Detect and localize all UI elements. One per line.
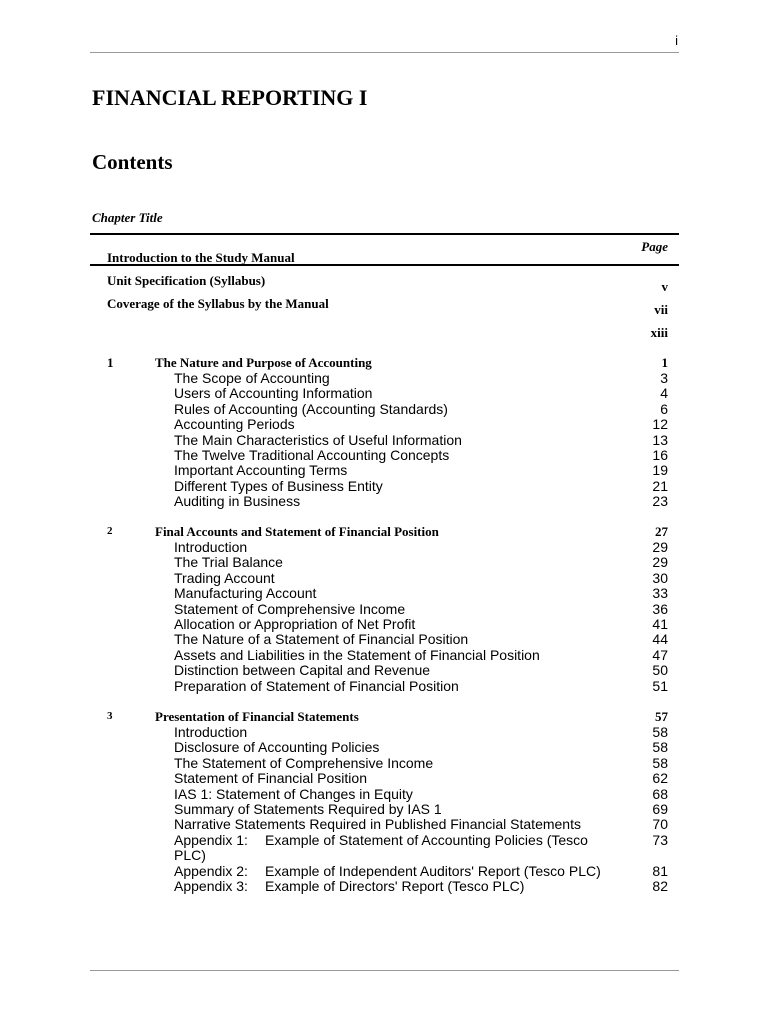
section-row [0, 771, 768, 786]
appendix-label: Appendix 1: [174, 831, 248, 848]
section-row [0, 617, 768, 632]
section-title: Summary of Statements Required by IAS 1 [174, 801, 442, 817]
section-title: Users of Accounting Information [174, 385, 373, 402]
chapter-title: Presentation of Financial Statements [155, 709, 359, 724]
section-title: Rules of Accounting (Accounting Standards) [174, 400, 448, 417]
section-page: 16 [652, 447, 668, 463]
appendix-page: 81 [652, 862, 668, 879]
section-row [0, 402, 768, 417]
section-row [0, 479, 768, 494]
section-row [0, 494, 768, 509]
section-title: The Main Characteristics of Useful Information [174, 431, 462, 448]
chapter-title: The Nature and Purpose of Accounting [155, 355, 372, 370]
section-page: 23 [652, 493, 668, 510]
appendix-row [0, 879, 768, 894]
contents-heading: Contents [92, 150, 173, 174]
section-title: The Trial Balance [174, 554, 283, 571]
chapter-number: 2 [107, 525, 113, 537]
section-row [0, 540, 768, 555]
section-title: Accounting Periods [174, 416, 295, 433]
section-page: 50 [652, 662, 668, 679]
section-row [0, 371, 768, 386]
section-title: The Twelve Traditional Accounting Concepts [174, 447, 450, 463]
section-page: 58 [652, 754, 668, 771]
section-page: 21 [652, 477, 668, 494]
chapter-page: 57 [655, 709, 668, 724]
section-title: Disclosure of Accounting Policies [174, 739, 380, 756]
appendix-title: Example of Statement of Accounting Policies (Tesco [265, 831, 588, 848]
appendix-row [0, 864, 768, 879]
section-title: Different Types of Business Entity [174, 477, 383, 494]
section-page: 6 [660, 400, 668, 417]
appendix-page: 82 [652, 878, 668, 894]
chapter-page: 27 [655, 524, 668, 539]
chapter-page: 1 [661, 355, 668, 370]
section-title: Manufacturing Account [174, 585, 317, 602]
chapter-title: Final Accounts and Statement of Financial Position [155, 524, 439, 539]
section-row [0, 648, 768, 663]
section-page: 58 [652, 724, 668, 740]
section-title: The Statement of Comprehensive Income [174, 754, 434, 771]
header-page-number: i [675, 33, 678, 48]
section-row [0, 817, 768, 832]
section-page: 58 [652, 739, 668, 756]
section-title: Narrative Statements Required in Published Financial Statements [174, 816, 581, 833]
section-title: Important Accounting Terms [174, 462, 348, 479]
top-rule [90, 52, 679, 53]
document-title: FINANCIAL REPORTING I [92, 85, 368, 110]
section-page: 68 [652, 785, 668, 802]
section-page: 29 [652, 539, 668, 555]
intro-item-label: Unit Specification (Syllabus) [107, 273, 266, 288]
chapter-number: 3 [107, 710, 113, 722]
appendix-page: 73 [652, 831, 668, 848]
appendix-label: Appendix 3: [174, 878, 248, 894]
section-title: Allocation or Appropriation of Net Profit [174, 616, 416, 632]
section-page: 36 [652, 600, 668, 617]
section-page: 4 [660, 385, 668, 402]
section-row [0, 463, 768, 478]
section-page: 19 [652, 462, 668, 479]
section-page: 13 [652, 431, 668, 448]
section-page: 70 [652, 816, 668, 833]
section-row [0, 802, 768, 817]
chapter-title-column-header: Chapter Title [92, 210, 163, 225]
section-row [0, 386, 768, 401]
section-row [0, 555, 768, 570]
bottom-rule [90, 970, 679, 971]
section-title: Introduction [174, 724, 248, 740]
page-column-header: Page [641, 239, 668, 254]
section-row [0, 586, 768, 601]
intro-item-label: Coverage of the Syllabus by the Manual [107, 296, 329, 311]
section-row [0, 756, 768, 771]
section-row [0, 679, 768, 694]
section-page: 41 [652, 616, 668, 632]
section-title: Auditing in Business [174, 493, 301, 510]
appendix-row [0, 833, 768, 864]
section-row [0, 417, 768, 432]
section-page: 30 [652, 569, 668, 586]
section-row [0, 740, 768, 755]
section-page: 69 [652, 801, 668, 817]
section-row [0, 663, 768, 678]
section-title: The Nature of a Statement of Financial Position [174, 631, 469, 648]
intro-item-page: vii [654, 302, 668, 317]
section-row [0, 787, 768, 802]
appendix-title: Example of Directors' Report (Tesco PLC) [265, 878, 525, 894]
section-title: Preparation of Statement of Financial Position [174, 677, 459, 694]
section-row [0, 433, 768, 448]
section-page: 12 [652, 416, 668, 433]
section-page: 62 [652, 770, 668, 787]
section-row [0, 571, 768, 586]
section-page: 29 [652, 554, 668, 571]
intro-item-page: xiii [650, 325, 668, 340]
section-title: Assets and Liabilities in the Statement of Financial Position [174, 646, 540, 663]
section-row [0, 448, 768, 463]
section-title: Distinction between Capital and Revenue [174, 662, 431, 679]
appendix-label: Appendix 2: [174, 862, 248, 879]
table-rule-top [90, 233, 679, 235]
section-title: IAS 1: Statement of Changes in Equity [174, 785, 413, 802]
section-page: 47 [652, 646, 668, 663]
appendix-title: Example of Independent Auditors' Report (Tesco PLC) [265, 862, 601, 879]
section-row [0, 602, 768, 617]
intro-item-page: v [661, 279, 668, 294]
section-row [0, 632, 768, 647]
section-page: 3 [660, 370, 668, 386]
section-page: 33 [652, 585, 668, 602]
section-title: Statement of Comprehensive Income [174, 600, 406, 617]
section-title: The Scope of Accounting [174, 370, 330, 386]
section-page: 44 [652, 631, 668, 648]
section-title: Trading Account [174, 569, 275, 586]
chapter-number: 1 [107, 355, 114, 370]
intro-item-label: Introduction to the Study Manual [107, 250, 295, 265]
appendix-title-continued: PLC) [174, 847, 206, 864]
section-row [0, 725, 768, 740]
section-title: Introduction [174, 539, 248, 555]
section-title: Statement of Financial Position [174, 770, 367, 787]
section-page: 51 [652, 677, 668, 694]
